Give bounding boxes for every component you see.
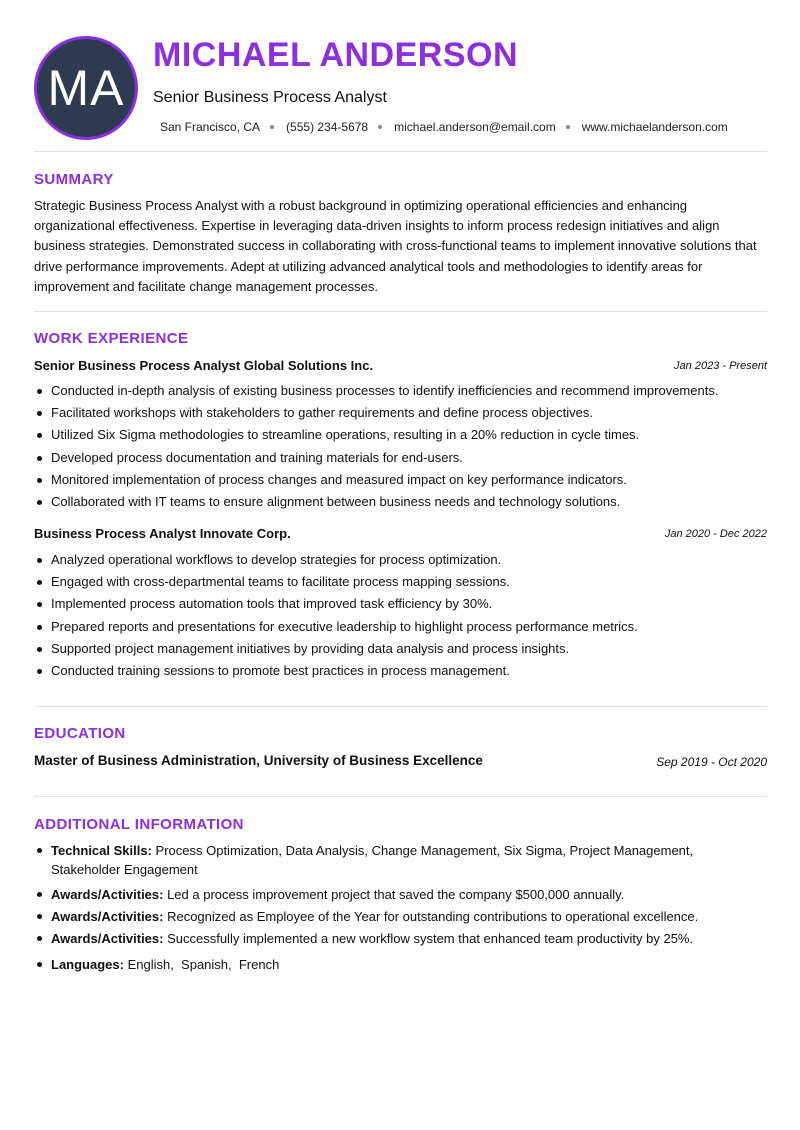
list-item: Engaged with cross-departmental teams to facilitate process mapping sessions. — [34, 571, 767, 593]
list-item: Facilitated workshops with stakeholders to gather requirements and define process objectives. — [34, 402, 767, 424]
additional-info-heading: ADDITIONAL INFORMATION — [34, 816, 244, 833]
list-item: Utilized Six Sigma methodologies to streamline operations, resulting in a 20% reduction in cycle times. — [34, 424, 767, 446]
candidate-name: MICHAEL ANDERSON — [153, 36, 519, 74]
list-item — [34, 929, 734, 948]
divider — [34, 311, 767, 312]
summary-heading: SUMMARY — [34, 171, 114, 188]
divider — [34, 706, 767, 707]
divider — [34, 151, 767, 152]
job-role: Senior Business Process Analyst Global Solutions Inc. — [34, 358, 374, 373]
job-bullets — [34, 549, 767, 682]
item-text: English, Spanish, French — [123, 957, 280, 972]
divider — [34, 796, 767, 797]
work-experience-heading: WORK EXPERIENCE — [34, 330, 189, 347]
list-item: Supported project management initiatives by providing data analysis and process insights. — [34, 638, 767, 660]
candidate-title: Senior Business Process Analyst — [153, 89, 387, 106]
summary-text: Strategic Business Process Analyst with a robust background in optimizing operational efficiencies and enhancing organizational effectiveness. Expertise in leveraging data-driven insights to inform process redesign initiatives and align business strategies. Demonstrated success in collaborating with cross-functional teams to implement innovative solutions that drive performance improvements. Adept at utilizing advanced analytical tools and methodologies to identify areas for improvement and facilitate change management processes. — [34, 198, 757, 294]
item-label: Awards/Activities: — [51, 931, 164, 946]
item-label: Awards/Activities: — [51, 909, 164, 924]
list-item: Conducted in-depth analysis of existing business processes to identify inefficiencies and recommend improvements. — [34, 380, 767, 402]
contact-location: San Francisco, CA — [160, 120, 261, 134]
separator-dot — [378, 125, 382, 129]
contact-email[interactable]: michael.anderson@email.com — [394, 120, 556, 134]
list-item: Monitored implementation of process changes and measured impact on key performance indicators. — [34, 469, 767, 491]
item-label: Technical Skills: — [51, 843, 152, 858]
list-item: Collaborated with IT teams to ensure alignment between business needs and technology solutions. — [34, 491, 767, 513]
job-dates: Jan 2020 - Dec 2022 — [664, 528, 767, 540]
avatar-initials: MA — [47, 60, 125, 116]
list-item — [34, 885, 734, 904]
job-dates: Jan 2023 - Present — [674, 360, 767, 372]
item-text: Led a process improvement project that saved the company $500,000 annually. — [163, 887, 625, 902]
list-item: Prepared reports and presentations for executive leadership to highlight process performance metrics. — [34, 616, 767, 638]
job-bullets — [34, 380, 767, 513]
list-item — [34, 955, 734, 974]
education-dates: Sep 2019 - Oct 2020 — [656, 755, 767, 769]
list-item: Implemented process automation tools that improved task efficiency by 30%. — [34, 593, 767, 615]
education-degree: Master of Business Administration, University of Business Excellence — [34, 753, 483, 768]
contact-website[interactable]: www.michaelanderson.com — [581, 120, 728, 134]
job-header — [34, 358, 767, 376]
education-heading: EDUCATION — [34, 725, 126, 742]
list-item: Analyzed operational workflows to develop strategies for process optimization. — [34, 549, 767, 571]
additional-info-list — [34, 841, 734, 974]
avatar — [34, 36, 138, 140]
list-item — [34, 841, 734, 879]
item-text: Process Optimization, Data Analysis, Change Management, Six Sigma, Project Management, Stakeholder Engagement — [51, 843, 694, 877]
list-item: Developed process documentation and training materials for end-users. — [34, 447, 767, 469]
separator-dot — [270, 125, 274, 129]
item-label: Awards/Activities: — [51, 887, 164, 902]
contact-bar — [160, 120, 728, 134]
separator-dot — [566, 125, 570, 129]
list-item — [34, 907, 734, 926]
item-text: Recognized as Employee of the Year for outstanding contributions to operational excellence. — [163, 909, 699, 924]
contact-phone[interactable]: (555) 234-5678 — [286, 120, 369, 134]
job-role: Business Process Analyst Innovate Corp. — [34, 526, 291, 541]
item-label: Languages: — [51, 957, 124, 972]
education-entry — [34, 753, 767, 773]
list-item: Conducted training sessions to promote best practices in process management. — [34, 660, 767, 682]
job-header — [34, 526, 767, 544]
item-text: Successfully implemented a new workflow system that enhanced team productivity by 25%. — [163, 931, 694, 946]
